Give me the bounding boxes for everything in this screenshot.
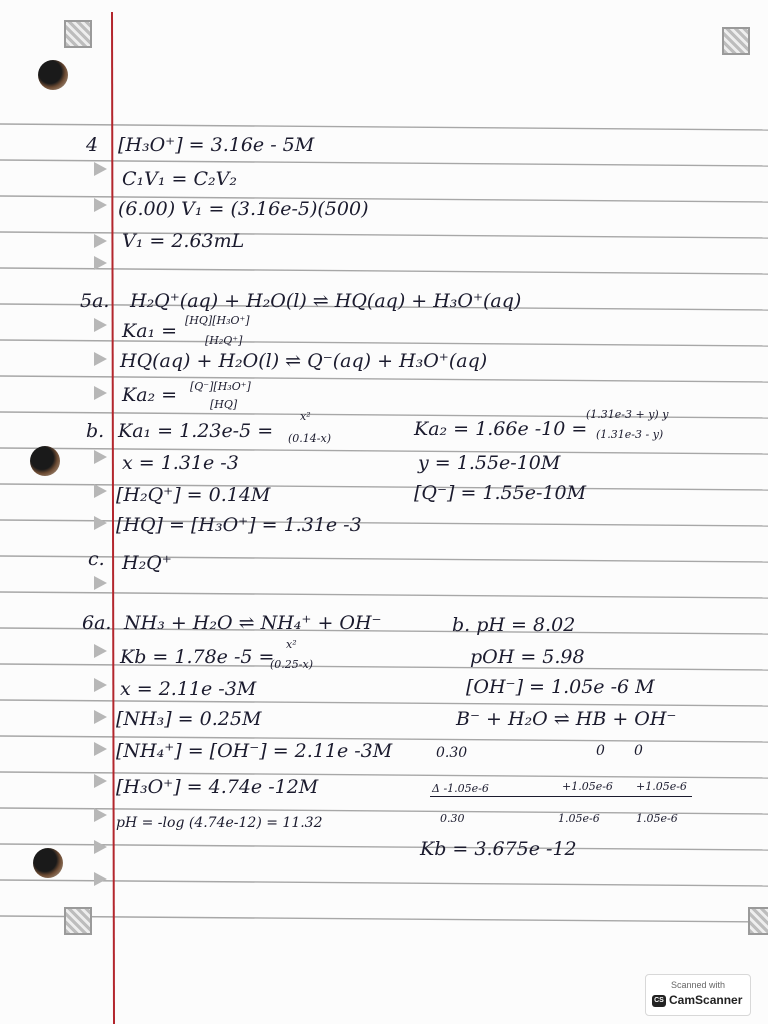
ice-divider xyxy=(430,796,692,797)
q4-line: V₁ = 2.63mL xyxy=(122,230,245,252)
margin-triangle-icon xyxy=(94,774,107,788)
q5b-marker: b. xyxy=(86,420,105,442)
margin-triangle-icon xyxy=(94,644,107,658)
ka1-label: Ka₁ = xyxy=(122,320,178,342)
margin-triangle-icon xyxy=(94,352,107,366)
q5b-ka2-den: (1.31e-3 - y) xyxy=(596,428,664,441)
q5c-line: H₂Q⁺ xyxy=(122,552,172,574)
q6b-ph: b. pH = 8.02 xyxy=(452,614,576,636)
margin-triangle-icon xyxy=(94,678,107,692)
q5-marker: 5a. xyxy=(80,290,110,312)
q6b-kb-final: Kb = 3.675e -12 xyxy=(420,838,577,860)
q5b-q: [Q⁻] = 1.55e-10M xyxy=(414,482,587,504)
corner-mark-icon xyxy=(748,907,768,935)
binder-hole xyxy=(38,60,68,90)
ice-c-oh: +1.05e-6 xyxy=(636,780,687,793)
binder-hole xyxy=(30,446,60,476)
q5-equation-2: HQ(aq) + H₂O(l) ⇌ Q⁻(aq) + H₃O⁺(aq) xyxy=(120,350,488,372)
scanner-badge xyxy=(645,974,751,1016)
q6-kb-num: x² xyxy=(286,638,297,651)
margin-triangle-icon xyxy=(94,162,107,176)
margin-triangle-icon xyxy=(94,450,107,464)
corner-mark-icon xyxy=(64,907,92,935)
q6-h3o: [H₃O⁺] = 4.74e -12M xyxy=(116,776,319,798)
ka1-denominator: [H₂Q⁺] xyxy=(205,334,243,347)
binder-hole xyxy=(33,848,63,878)
q6-marker: 6a. xyxy=(82,612,112,634)
ice-e-oh: 1.05e-6 xyxy=(636,812,678,825)
q6b-equation: B⁻ + H₂O ⇌ HB + OH⁻ xyxy=(456,708,677,730)
q6b-oh: [OH⁻] = 1.05e -6 M xyxy=(466,676,655,698)
q5b-ka2: Ka₂ = 1.66e -10 = xyxy=(414,418,588,440)
q5b-hq: [HQ] = [H₃O⁺] = 1.31e -3 xyxy=(116,514,362,536)
q6-nh4: [NH₄⁺] = [OH⁻] = 2.11e -3M xyxy=(116,740,393,762)
margin-triangle-icon xyxy=(94,742,107,756)
margin-triangle-icon xyxy=(94,386,107,400)
ice-c-hb: +1.05e-6 xyxy=(562,780,613,793)
ice-i-hb: 0 xyxy=(596,743,605,759)
margin-triangle-icon xyxy=(94,198,107,212)
q6-nh3: [NH₃] = 0.25M xyxy=(116,708,262,730)
scanner-caption: Scanned with xyxy=(670,980,726,990)
q5-equation-1: H₂Q⁺(aq) + H₂O(l) ⇌ HQ(aq) + H₃O⁺(aq) xyxy=(130,290,522,312)
q5c-marker: c. xyxy=(88,548,105,570)
q4-line: [H₃O⁺] = 3.16e - 5M xyxy=(118,134,315,156)
ice-i-b: 0.30 xyxy=(436,745,468,761)
ka2-label: Ka₂ = xyxy=(122,384,178,406)
margin-triangle-icon xyxy=(94,710,107,724)
ka2-denominator: [HQ] xyxy=(210,398,238,411)
margin-triangle-icon xyxy=(94,234,107,248)
ka2-numerator: [Q⁻][H₃O⁺] xyxy=(190,380,251,393)
ice-i-oh: 0 xyxy=(634,743,643,759)
margin-triangle-icon xyxy=(94,516,107,530)
q6-ph-calc: pH = -log (4.74e-12) = 11.32 xyxy=(116,815,323,831)
margin-triangle-icon xyxy=(94,576,107,590)
q6-kb: Kb = 1.78e -5 = xyxy=(120,646,275,668)
camscanner-logo-icon: CS xyxy=(652,995,666,1007)
ka1-numerator: [HQ][H₃O⁺] xyxy=(185,314,250,327)
ice-e-hb: 1.05e-6 xyxy=(558,812,600,825)
q4-line: (6.00) V₁ = (3.16e-5)(500) xyxy=(118,198,369,220)
q4-marker: 4 xyxy=(86,134,99,156)
q5b-frac-den: (0.14-x) xyxy=(288,432,331,445)
ice-e-b: 0.30 xyxy=(440,812,465,825)
margin-triangle-icon xyxy=(94,484,107,498)
margin-triangle-icon xyxy=(94,318,107,332)
q6-x: x = 2.11e -3M xyxy=(120,678,257,700)
q6-equation: NH₃ + H₂O ⇌ NH₄⁺ + OH⁻ xyxy=(124,612,382,634)
q5b-x: x = 1.31e -3 xyxy=(122,452,239,474)
margin-triangle-icon xyxy=(94,808,107,822)
corner-mark-icon xyxy=(64,20,92,48)
q5b-ka1: Ka₁ = 1.23e-5 = xyxy=(118,420,274,442)
q5b-h2q: [H₂Q⁺] = 0.14M xyxy=(116,484,271,506)
scanner-name: CamScanner xyxy=(669,993,743,1007)
margin-triangle-icon xyxy=(94,840,107,854)
q5b-ka2-num: (1.31e-3 + y) y xyxy=(586,408,669,421)
q5b-frac-num: x² xyxy=(300,410,311,423)
margin-triangle-icon xyxy=(94,872,107,886)
ice-c-b: Δ -1.05e-6 xyxy=(432,782,489,795)
q6b-poh: pOH = 5.98 xyxy=(470,646,585,668)
q4-line: C₁V₁ = C₂V₂ xyxy=(122,168,237,190)
q6-kb-den: (0.25-x) xyxy=(270,658,313,671)
margin-triangle-icon xyxy=(94,256,107,270)
corner-mark-icon xyxy=(722,27,750,55)
q5b-y: y = 1.55e-10M xyxy=(418,452,561,474)
